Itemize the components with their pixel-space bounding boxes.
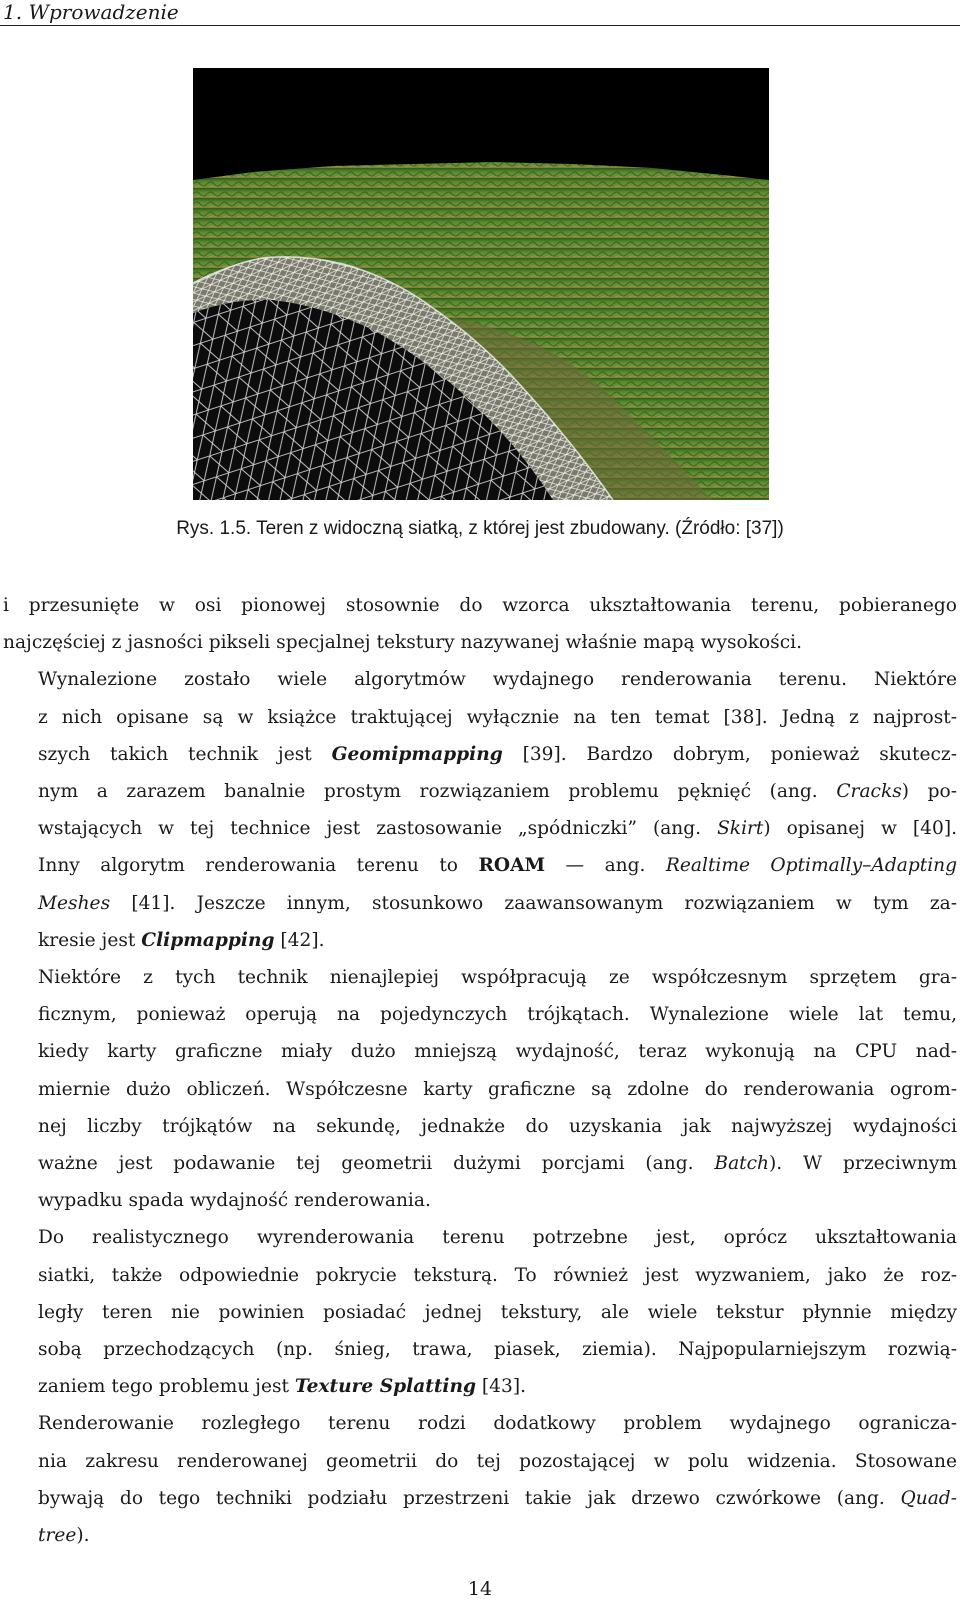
figure-caption: Rys. 1.5. Teren z widoczną siatką, z której jest zbudowany. (Źródło: [37]) bbox=[176, 518, 784, 539]
paragraph bbox=[3, 1219, 957, 1405]
text-run: Inny algorytm renderowania terenu to bbox=[38, 855, 479, 877]
text-line bbox=[3, 1219, 957, 1256]
text-line bbox=[3, 1257, 957, 1294]
paragraph bbox=[3, 959, 957, 1219]
text-run: i przesunięte w osi pionowej stosownie do wzorca ukształtowania terenu, pobieranego bbox=[3, 595, 957, 616]
text-run: bywają do tego techniki podziału przestrzeni takie jak drzewo czwórkowe (ang. bbox=[38, 1487, 901, 1509]
text-run: [42]. bbox=[274, 929, 325, 951]
text-line bbox=[3, 885, 957, 922]
emphasized-term: Clipmapping bbox=[141, 929, 275, 951]
text-run: wstających w tej technice jest zastosowanie „spódniczki” (ang. bbox=[38, 818, 718, 840]
emphasized-term: Quad- bbox=[900, 1487, 957, 1509]
text-run: ficznym, ponieważ operują na pojedynczych trójkątach. Wynalezione wiele lat temu, bbox=[38, 1004, 957, 1026]
text-run: siatki, także odpowiednie pokrycie teksturą. To również jest wyzwaniem, jako że roz- bbox=[38, 1264, 957, 1286]
text-line bbox=[3, 1033, 957, 1070]
text-line bbox=[3, 1480, 957, 1517]
text-run: Renderowanie rozległego terenu rodzi dodatkowy problem wydajnego ogranicza- bbox=[38, 1413, 957, 1435]
text-run: legły teren nie powinien posiadać jednej tekstury, ale wiele tekstur płynnie między bbox=[38, 1301, 957, 1323]
page-number: 14 bbox=[467, 1578, 493, 1600]
text-line bbox=[3, 661, 957, 698]
text-line bbox=[3, 1368, 957, 1405]
text-line bbox=[3, 587, 957, 624]
text-run: miernie dużo obliczeń. Współczesne karty graficzne są zdolne do renderowania ogrom- bbox=[38, 1078, 957, 1100]
text-run: ) opisanej w [40]. bbox=[763, 818, 957, 840]
text-line bbox=[3, 624, 957, 661]
text-line bbox=[3, 699, 957, 736]
emphasized-term: tree bbox=[38, 1525, 77, 1547]
text-line bbox=[3, 1182, 957, 1219]
text-run: nej liczby trójkątów na sekundę, jednakże do uzyskania jak najwyższej wydajności bbox=[38, 1115, 957, 1137]
terrain-wireframe-image bbox=[193, 68, 769, 500]
text-run: nym a zarazem banalnie prostym rozwiązaniem problemu pęknięć (ang. bbox=[38, 781, 837, 803]
text-run: kiedy karty graficzne miały dużo mniejszą wydajność, teraz wykonują na CPU nad- bbox=[38, 1041, 957, 1063]
emphasized-term: Skirt bbox=[717, 818, 764, 840]
emphasized-term: Realtime Optimally–Adapting bbox=[665, 855, 958, 877]
text-line bbox=[3, 996, 957, 1033]
terrain-figure bbox=[193, 68, 769, 500]
text-run: z nich opisane są w książce traktującej wyłącznie na ten temat [38]. Jedną z najprost- bbox=[38, 706, 957, 728]
paragraph bbox=[3, 587, 957, 661]
text-line bbox=[3, 736, 957, 773]
text-line bbox=[3, 922, 957, 959]
paragraph bbox=[3, 661, 957, 959]
chapter-title: 1. Wprowadzenie bbox=[3, 0, 179, 24]
text-run: Wynalezione zostało wiele algorytmów wydajnego renderowania terenu. Niektóre bbox=[38, 669, 957, 691]
text-run: ważne jest podawanie tej geometrii dużymi porcjami (ang. bbox=[38, 1153, 715, 1175]
running-header bbox=[0, 0, 960, 26]
text-run: [39]. Bardzo dobrym, ponieważ skutecz- bbox=[502, 743, 958, 765]
text-run: kresie jest bbox=[38, 929, 142, 951]
text-run: [43]. bbox=[476, 1376, 527, 1398]
header-rule bbox=[0, 25, 960, 26]
body-text bbox=[3, 587, 957, 1554]
text-run: [41]. Jeszcze innym, stosunkowo zaawansowanym rozwiązaniem w tym za- bbox=[110, 892, 957, 914]
text-run: sobą przechodzących (np. śnieg, trawa, piasek, ziemia). Najpopularniejszym rozwią- bbox=[38, 1339, 957, 1361]
text-run: ) po- bbox=[901, 781, 958, 803]
emphasized-term: Geomipmapping bbox=[331, 743, 503, 765]
emphasized-term: Cracks bbox=[836, 781, 902, 803]
text-run: zaniem tego problemu jest bbox=[38, 1376, 295, 1398]
text-run: szych takich technik jest bbox=[38, 743, 332, 765]
text-line bbox=[3, 1071, 957, 1108]
text-run: Do realistycznego wyrenderowania terenu potrzebne jest, oprócz ukształtowania bbox=[38, 1227, 957, 1249]
emphasized-term: Texture Splatting bbox=[294, 1376, 477, 1398]
text-line bbox=[3, 1405, 957, 1442]
text-run: najczęściej z jasności pikseli specjalnej tekstury nazywanej właśnie mapą wysokości. bbox=[3, 632, 802, 654]
text-line bbox=[3, 773, 957, 810]
text-line bbox=[3, 847, 957, 884]
text-line bbox=[3, 959, 957, 996]
text-run: Niektóre z tych technik nienajlepiej współpracują ze współczesnym sprzętem gra- bbox=[38, 967, 957, 989]
emphasized-term: Batch bbox=[714, 1153, 770, 1175]
text-line bbox=[3, 810, 957, 847]
text-run: ). bbox=[76, 1525, 90, 1547]
text-run: nia zakresu renderowanej geometrii do tej pozostającej w polu widzenia. Stosowane bbox=[38, 1450, 957, 1472]
text-run: — ang. bbox=[545, 855, 666, 877]
text-run: wypadku spada wydajność renderowania. bbox=[38, 1190, 431, 1212]
emphasized-term: Meshes bbox=[38, 892, 111, 914]
paragraph bbox=[3, 1405, 957, 1554]
text-line bbox=[3, 1294, 957, 1331]
text-line bbox=[3, 1145, 957, 1182]
text-line bbox=[3, 1517, 957, 1554]
text-run: ). W przeciwnym bbox=[769, 1153, 958, 1175]
emphasized-term: ROAM bbox=[478, 855, 546, 877]
text-line bbox=[3, 1443, 957, 1480]
text-line bbox=[3, 1331, 957, 1368]
text-line bbox=[3, 1108, 957, 1145]
